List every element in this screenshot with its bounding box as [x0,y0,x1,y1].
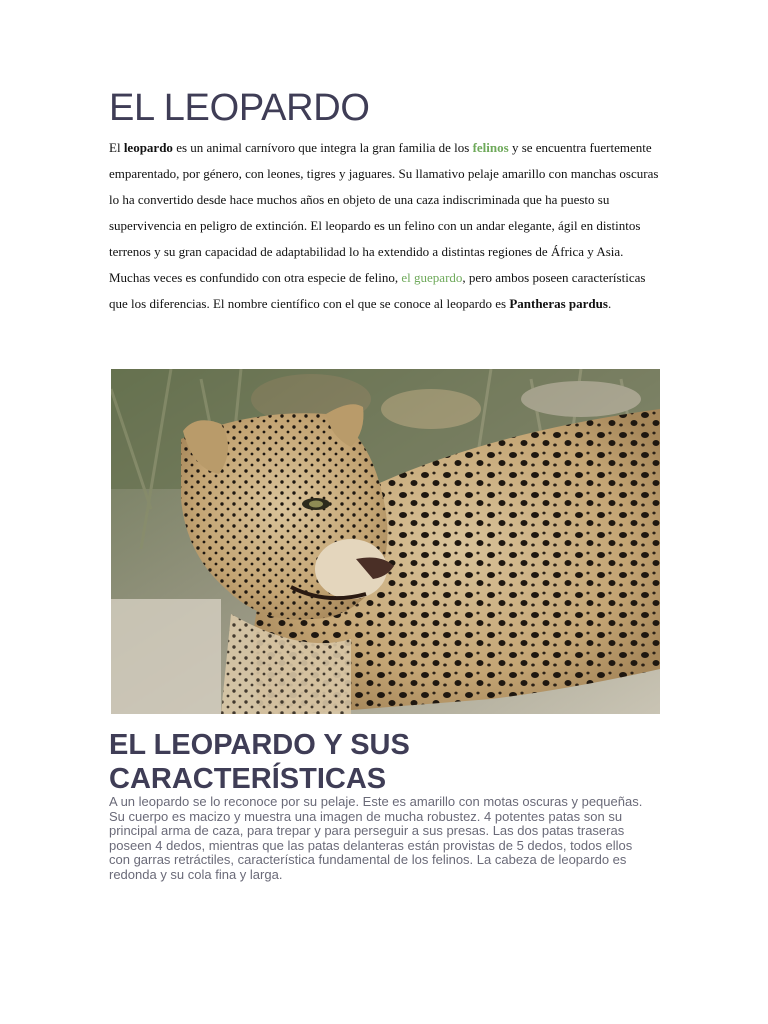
intro-text: es un animal carnívoro que integra la gran familia de los [172,140,473,155]
intro-text: . [607,296,612,311]
intro-text: , pero ambos poseen características que los diferencias. El nombre científico con el que se conoce al leopardo es [109,270,646,311]
intro-text: y se encuentra fuertemente emparentado, por género, con leones, tigres y jaguares. Su llamativo pelaje amarillo con manchas oscuras lo ha convertido desde hace muchos años en objeto de una caza indiscriminada que ha puesto su supervivencia en peligro de extinción. El leopardo es un felino con un andar elegante, ágil en distintos terrenos y su gran capacidad de adaptabilidad lo ha extendido a distintas regiones de África y Asia. Muchas veces es confundido con otra especie de felino, [109,140,659,285]
leopard-photo [111,369,660,714]
term-scientific-name: Pantheras pardus [509,296,608,311]
page-title: EL LEOPARDO [109,87,370,129]
link-guepardo[interactable]: el guepardo [401,270,463,285]
intro-paragraph [109,135,659,317]
term-leopardo: leopardo [123,140,173,155]
section-title: EL LEOPARDO Y SUS CARACTERÍSTICAS [109,729,410,795]
section-body: A un leopardo se lo reconoce por su pelaje. Este es amarillo con motas oscuras y pequeñas. Su cuerpo es macizo y muestra una imagen de mucha robustez. 4 potentes patas son su principal arma de caza, para trepar y para perseguir a sus presas. Las dos patas traseras poseen 4 dedos, mientras que las patas delanteras están provistas de 5 dedos, todos ellos con garras retráctiles, característica fundamental de los felinos. La cabeza de leopardo es redonda y su cola fina y larga. [109,794,643,882]
intro-text: El [109,140,124,155]
link-felinos[interactable]: felinos [472,140,509,155]
